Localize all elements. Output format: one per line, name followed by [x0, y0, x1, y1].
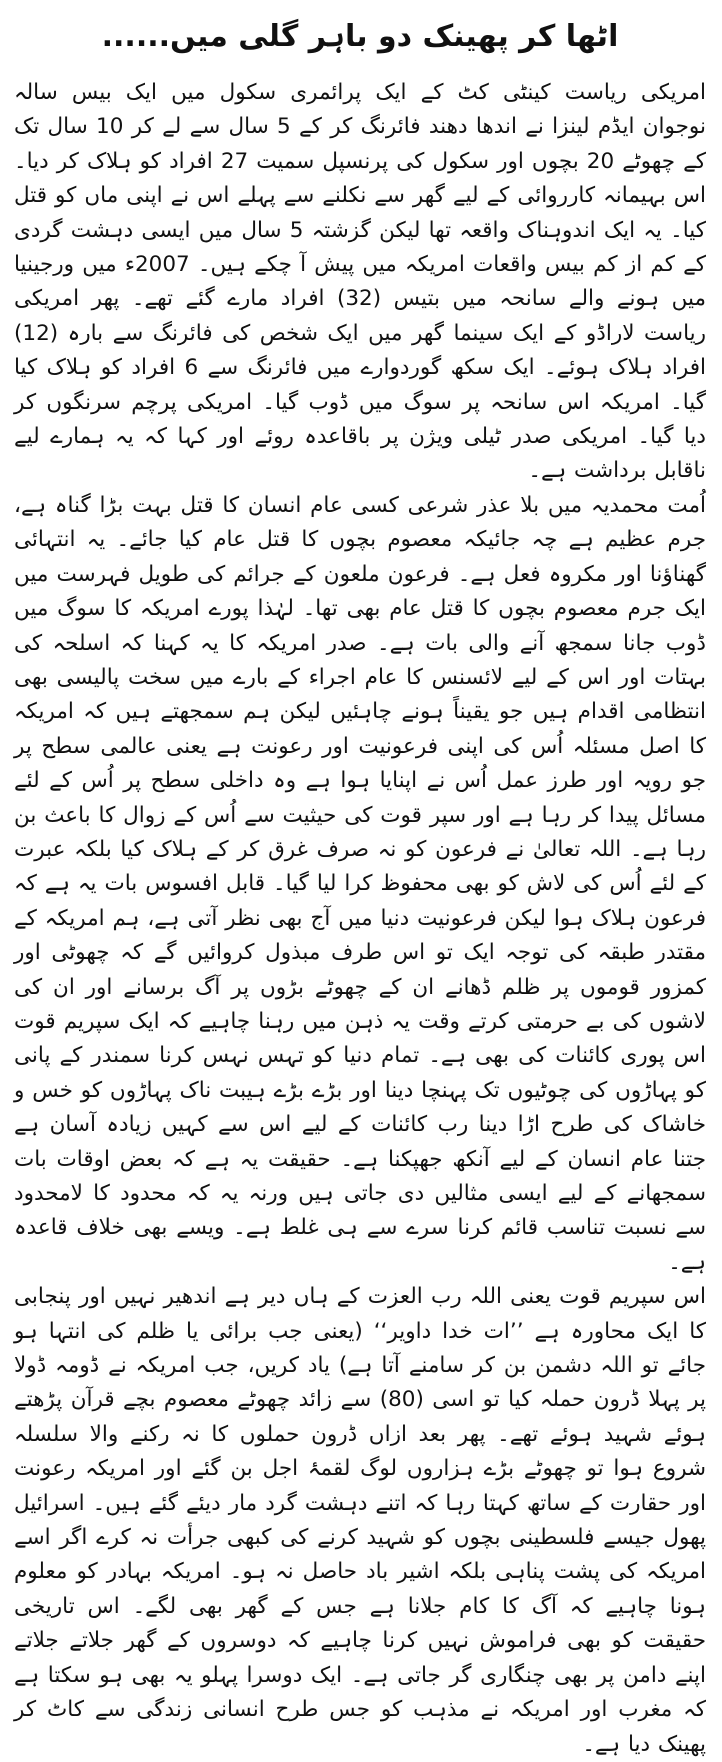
article-paragraph-1: امریکی ریاست کینٹی کٹ کے ایک پرائمری سکول میں ایک بیس سالہ نوجوان ایڈم لینزا نے اندھا دھند فائرنگ کر کے 5 سال سے لے کر 10 سال تک کے چھوٹے 20 بچوں اور سکول کی پرنسپل سمیت 27 افراد کو ہلاک کر دیا۔ اس بہیمانہ کارروائی کے لیے گھر سے نکلنے سے پہلے اس نے اپنی ماں کو قتل کیا۔ یہ ایک اندوہناک واقعہ تھا لیکن گزشتہ 5 سال میں ایسی دہشت گردی کے کم از کم بیس واقعات امریکہ میں پیش آ چکے ہیں۔ 2007ء میں ورجینیا میں ہونے والے سانحہ میں بتیس (32) افراد مارے گئے تھے۔ پھر امریکی ریاست لاراڈو کے ایک سینما گھر میں ایک شخص کی فائرنگ سے بارہ (12) افراد ہلاک ہوئے۔ ایک سکھ گوردوارے میں فائرنگ سے 6 افراد کو ہلاک کیا گیا۔ امریکہ اس سانحہ پر سوگ میں ڈوب گیا۔ امریکی پرچم سرنگوں کر دیا گیا۔ امریکی صدر ٹیلی ویژن پر باقاعدہ روئے اور کہا کہ یہ ہمارے لیے ناقابل برداشت ہے۔ [14, 80, 707, 484]
article-paragraph-3: اس سپریم قوت یعنی اللہ رب العزت کے ہاں دیر ہے اندھیر نہیں اور پنجابی کا ایک محاورہ ہے ’’ات خدا داویر‘‘ (یعنی جب برائی یا ظلم کی انتہا ہو جائے تو اللہ دشمن بن کر سامنے آتا ہے) یاد کریں، جب امریکہ نے ڈومہ ڈولا پر پہلا ڈرون حملہ کیا تو اسی (80) سے زائد چھوٹے معصوم بچے قرآن پڑھتے ہوئے شہید ہوئے تھے۔ پھر بعد ازاں ڈرون حملوں کا نہ رکنے والا سلسلہ شروع ہوا تو چھوٹے بڑے ہزاروں لوگ لقمۂ اجل بن گئے اور امریکہ رعونت اور حقارت کے ساتھ کہتا رہا کہ اتنے دہشت گرد مار دیئے گئے ہیں۔ اسرائیل پھول جیسے فلسطینی بچوں کو شہید کرنے کی کبھی جرأت نہ کرے اگر اسے امریکہ کی پشت پناہی بلکہ اشیر باد حاصل نہ ہو۔ امریکہ بہادر کو معلوم ہونا چاہیے کہ آگ کا کام جلانا ہے جس کے گھر بھی لگے۔ اس تاریخی حقیقت کو بھی فراموش نہیں کرنا چاہیے کہ دوسروں کے گھر جلاتے جلاتے اپنے دامن پر بھی چنگاری گر جاتی ہے۔ ایک دوسرا پہلو یہ بھی ہو سکتا ہے کہ مغرب اور امریکہ نے مذہب کو جس طرح انسانی زندگی سے کاٹ کر پھینک دیا ہے۔ [14, 1284, 706, 1757]
article-headline: اٹھا کر پھینک دو باہر گلی میں...... [101, 19, 619, 54]
article-body [14, 76, 706, 1762]
article-paragraph-2: اُمت محمدیہ میں بلا عذر شرعی کسی عام انسان کا قتل بہت بڑا گناہ ہے، جرم عظیم ہے چہ جائیکہ معصوم بچوں کا قتل عام کیا جائے۔ یہ انتہائی گھناؤنا اور مکروہ فعل ہے۔ فرعون ملعون کے جرائم کی طویل فہرست میں ایک جرم معصوم بچوں کا قتل عام بھی تھا۔ لہٰذا پورے امریکہ کا سوگ میں ڈوب جانا سمجھ آنے والی بات ہے۔ صدر امریکہ کا یہ کہنا کہ اسلحہ کی بہتات اور اس کے لیے لائسنس کا عام اجراء کے بارے میں سخت پالیسی بھی انتظامی اقدام ہیں جو یقیناً ہونے چاہئیں لیکن ہم سمجھتے ہیں کہ امریکہ کا اصل مسئلہ اُس کی اپنی فرعونیت اور رعونت ہے یعنی عالمی سطح پر جو رویہ اور طرز عمل اُس نے اپنایا ہوا ہے وہ داخلی سطح پر اُس کے لئے مسائل پیدا کر رہا ہے اور سپر قوت کی حیثیت سے اُس کے زوال کا باعث بن رہا ہے۔ اللہ تعالیٰ نے فرعون کو نہ صرف غرق کر کے ہلاک کیا بلکہ عبرت کے لئے اُس کی لاش کو بھی محفوظ کرا لیا گیا۔ قابل افسوس بات یہ ہے کہ فرعون ہلاک ہوا لیکن فرعونیت دنیا میں آج بھی نظر آتی ہے، ہم امریکہ کے مقتدر طبقہ کی توجہ ایک تو اس طرف مبذول کروائیں گے کہ چھوٹی اور کمزور قوموں پر ظلم ڈھانے ان کے چھوٹے بڑوں پر آگ برسانے اور ان کی لاشوں کی بے حرمتی کرتے وقت یہ ذہن میں رہنا چاہیے کہ ایک سپریم قوت اس پوری کائنات کی بھی ہے۔ تمام دنیا کو تہس نہس کرنا سمندر کے پانی کو پہاڑوں کی چوٹیوں تک پہنچا دینا اور بڑے بڑے ہیبت ناک پہاڑوں کو خس و خاشاک کی طرح اڑا دینا رب کائنات کے لیے اس سے کہیں زیادہ آسان ہے جتنا عام انسان کے لیے آنکھ جھپکنا ہے۔ حقیقت یہ ہے کہ بعض اوقات بات سمجھانے کے لیے ایسی مثالیں دی جاتی ہیں ورنہ یہ کہ محدود کا لامحدود سے نسبت تناسب قائم کرنا سرے سے ہی غلط ہے۔ ویسے بھی خلاف قاعدہ ہے۔ [14, 492, 706, 1275]
